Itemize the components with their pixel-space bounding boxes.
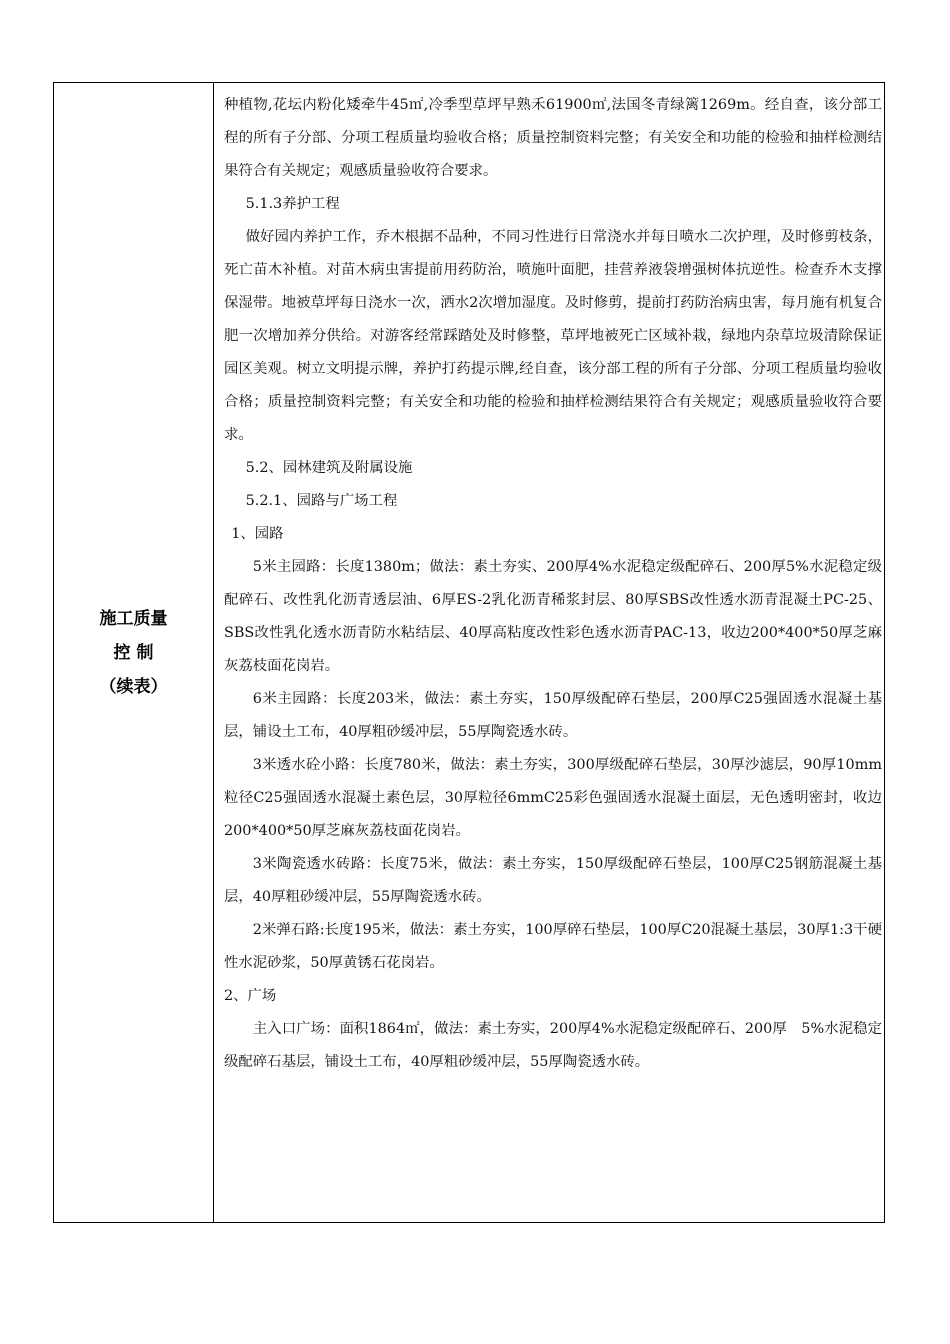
section-content-cell [214,83,884,1222]
paragraph-maintenance: 做好园内养护工作，乔木根据不品种，不同习性进行日常浇水并每日喷水二次护理，及时修剪枝条，死亡苗木补植。对苗木病虫害提前用药防治，喷施叶面肥，挂营养液袋增强树体抗逆性。检查乔木支撑保湿带。地被草坪每日浇水一次，洒水2次增加湿度。及时修剪，提前打药防治病虫害，每月施有机复合肥一次增加养分供给。对游客经常踩踏处及时修整，草坪地被死亡区域补栽，绿地内杂草垃圾清除保证园区美观。树立文明提示牌，养护打药提示牌,经自查，该分部工程的所有子分部、分项工程质量均验收合格；质量控制资料完整；有关安全和功能的检验和抽样检测结果符合有关规定；观感质量验收符合要求。 [224,229,882,443]
section-label-cell [54,83,214,1222]
heading-roads: 1、园路 [231,526,284,542]
paragraph-5m-road: 5米主园路：长度1380m；做法：素土夯实、200厚4%水泥稳定级配碎石、200厚5%水泥稳定级配碎石、改性乳化沥青透层油、6厚ES-2乳化沥青稀浆封层、80厚SBS改性透水沥青混凝土PC-25、SBS改性乳化透水沥青防水粘结层、40厚高粘度改性彩色透水沥青PAC-13，收边200*400*50厚芝麻灰荔枝面花岗岩。 [224,559,882,674]
quality-control-table [53,82,885,1223]
heading-5-2: 5.2、园林建筑及附属设施 [245,460,413,476]
paragraph-main-entrance-plaza: 主入口广场：面积1864㎡，做法：素土夯实，200厚4%水泥稳定级配碎石、200厚 5%水泥稳定级配碎石基层，铺设土工布，40厚粗砂缓冲层，55厚陶瓷透水砖。 [224,1021,882,1070]
paragraph-planting-summary: 种植物,花坛内粉化矮牵牛45㎡,冷季型草坪早熟禾61900㎡,法国冬青绿篱1269m。经自查，该分部工程的所有子分部、分项工程质量均验收合格；质量控制资料完整；有关安全和功能的检验和抽样检测结果符合有关规定；观感质量验收符合要求。 [224,97,882,179]
heading-plaza: 2、广场 [224,988,277,1004]
paragraph-3m-concrete-path: 3米透水砼小路：长度780米，做法：素土夯实，300厚级配碎石垫层，30厚沙滤层，90厚10mm粒径C25强固透水混凝土素色层，30厚粒径6mmC25彩色强固透水混凝土面层，无色透明密封，收边200*400*50厚芝麻灰荔枝面花岗岩。 [224,757,882,839]
section-label-line1: 施工质量 [99,608,168,629]
section-label-line2: 控 制 [113,642,154,663]
heading-5-1-3: 5.1.3养护工程 [245,196,340,212]
section-label-line3: （续表） [99,676,168,697]
paragraph-3m-brick-path: 3米陶瓷透水砖路：长度75米，做法：素土夯实，150厚级配碎石垫层，100厚C25钢筋混凝土基层，40厚粗砂缓冲层，55厚陶瓷透水砖。 [224,856,882,905]
heading-5-2-1: 5.2.1、园路与广场工程 [245,493,398,509]
paragraph-6m-road: 6米主园路：长度203米，做法：素土夯实，150厚级配碎石垫层，200厚C25强固透水混凝土基层，铺设土工布，40厚粗砂缓冲层，55厚陶瓷透水砖。 [224,691,882,740]
paragraph-2m-stone-path: 2米弹石路:长度195米，做法：素土夯实，100厚碎石垫层，100厚C20混凝土基层，30厚1:3干硬性水泥砂浆，50厚黄锈石花岗岩。 [224,922,882,971]
